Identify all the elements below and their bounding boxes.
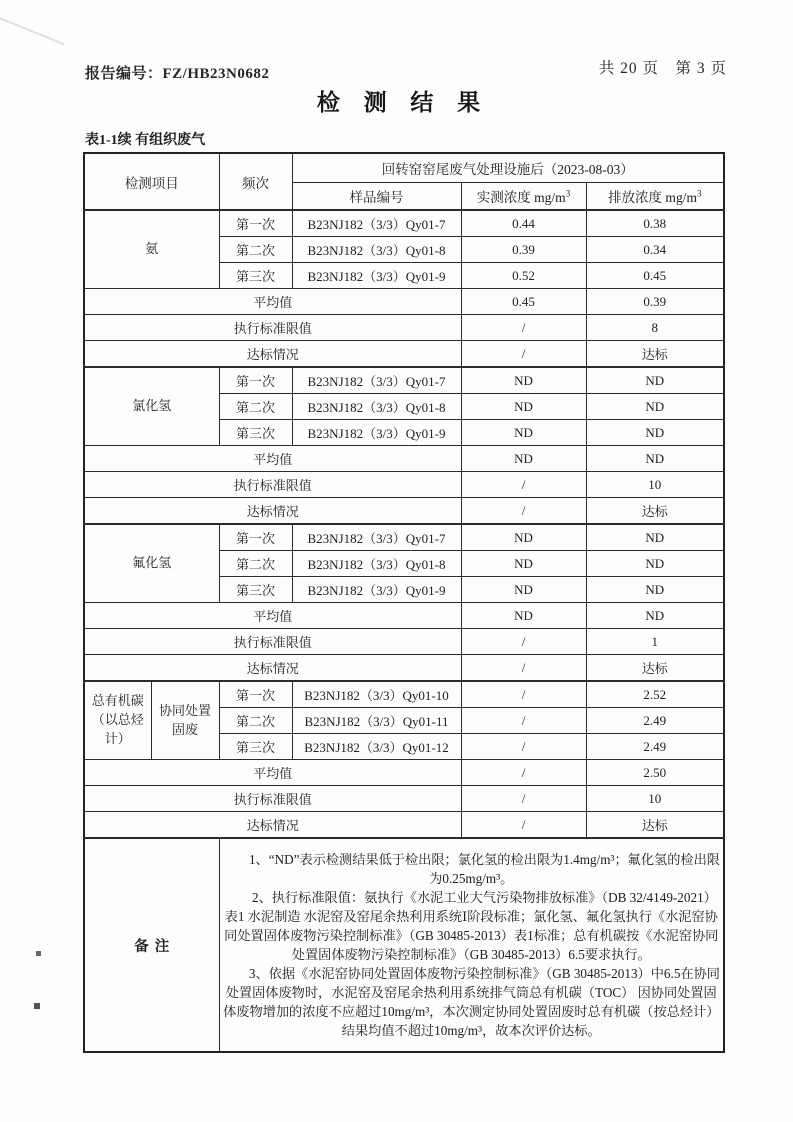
- cell-sample-id: B23NJ182（3/3）Qy01-8: [292, 394, 461, 420]
- page-indicator: 共 20 页 第 3 页: [598, 60, 727, 77]
- remarks-paragraph: 2、执行标准限值：氨执行《水泥工业大气污染物排放标准》（DB 32/4149-2021）表1 水泥制造 水泥窑及窑尾余热利用系统Ⅰ阶段标准；氯化氢、氟化氢执行《水泥窑协同处置固体废物污染控制标准》（GB 30485-2013）表1标准；总有机碳按《水泥窑协同处置固体废物污染控制标准》（GB 30485-2013）6.5要求执行。: [224, 890, 719, 962]
- cell-emission: ND: [586, 394, 724, 420]
- cell-frequency: 第三次: [219, 263, 292, 289]
- remarks-label: 备注: [84, 838, 219, 1052]
- cell-emission: 10: [586, 786, 724, 812]
- page-header: [85, 56, 727, 83]
- cell-emission: 2.52: [586, 681, 724, 708]
- summary-label: 执行标准限值: [84, 786, 461, 812]
- cell-frequency: 第一次: [219, 210, 292, 237]
- cell-emission: ND: [586, 420, 724, 446]
- cell-measured: /: [461, 341, 586, 368]
- results-table: [83, 152, 725, 1053]
- table-header-row: [84, 153, 724, 183]
- cell-subitem-name: 协同处置固废: [151, 681, 219, 760]
- cell-measured: /: [461, 812, 586, 839]
- cell-measured: /: [461, 498, 586, 525]
- cell-emission: 达标: [586, 341, 724, 368]
- cell-emission: ND: [586, 446, 724, 472]
- cell-emission: ND: [586, 524, 724, 551]
- cell-measured: ND: [461, 420, 586, 446]
- cell-emission: 8: [586, 315, 724, 341]
- cell-measured: 0.44: [461, 210, 586, 237]
- cell-sample-id: B23NJ182（3/3）Qy01-7: [292, 210, 461, 237]
- emission-unit-sup: 3: [696, 188, 702, 199]
- cell-measured: /: [461, 629, 586, 655]
- cell-frequency: 第三次: [219, 577, 292, 603]
- compliance-row: [84, 812, 724, 839]
- limit-row: [84, 472, 724, 498]
- remarks-row: [84, 838, 724, 1052]
- cell-measured: /: [461, 760, 586, 786]
- table-caption: 表1-1续 有组织废气: [85, 133, 206, 148]
- summary-label: 达标情况: [84, 812, 461, 839]
- scan-artifact-dot: [34, 1003, 40, 1009]
- cell-frequency: 第一次: [219, 681, 292, 708]
- summary-label: 平均值: [84, 603, 461, 629]
- summary-label: 执行标准限值: [84, 472, 461, 498]
- cell-emission: 2.49: [586, 734, 724, 760]
- cell-item-name: 氨: [84, 210, 219, 289]
- compliance-row: [84, 498, 724, 525]
- cell-sample-id: B23NJ182（3/3）Qy01-9: [292, 420, 461, 446]
- cell-sample-id: B23NJ182（3/3）Qy01-9: [292, 577, 461, 603]
- summary-label: 达标情况: [84, 655, 461, 682]
- header-item: 检测项目: [84, 153, 219, 210]
- cell-emission: 0.34: [586, 237, 724, 263]
- cell-measured: ND: [461, 446, 586, 472]
- table-row: [84, 210, 724, 237]
- summary-label: 平均值: [84, 289, 461, 315]
- remarks-paragraph: 1、“ND”表示检测结果低于检出限；氯化氢的检出限为1.4mg/m³；氟化氢的检出限为0.25mg/m³。: [248, 852, 720, 886]
- cell-emission: 0.45: [586, 263, 724, 289]
- cell-frequency: 第二次: [219, 551, 292, 577]
- cell-measured: ND: [461, 577, 586, 603]
- cell-frequency: 第二次: [219, 394, 292, 420]
- header-measured-concentration: [461, 183, 586, 211]
- cell-emission: 0.39: [586, 289, 724, 315]
- cell-emission: 达标: [586, 498, 724, 525]
- limit-row: [84, 315, 724, 341]
- cell-measured: ND: [461, 551, 586, 577]
- average-row: [84, 603, 724, 629]
- cell-measured: 0.45: [461, 289, 586, 315]
- report-number: [85, 62, 269, 83]
- cell-emission: 2.49: [586, 708, 724, 734]
- summary-label: 达标情况: [84, 498, 461, 525]
- cell-measured: /: [461, 734, 586, 760]
- measured-unit-text: 实测浓度 mg/m: [476, 190, 566, 205]
- cell-sample-id: B23NJ182（3/3）Qy01-8: [292, 551, 461, 577]
- scan-artifact-line: [0, 14, 64, 45]
- cell-measured: /: [461, 472, 586, 498]
- limit-row: [84, 786, 724, 812]
- table-row: [84, 524, 724, 551]
- cell-emission: 10: [586, 472, 724, 498]
- cell-frequency: 第二次: [219, 237, 292, 263]
- cell-measured: 0.39: [461, 237, 586, 263]
- cell-item-name: 总有机碳（以总烃计）: [84, 681, 151, 760]
- cell-sample-id: B23NJ182（3/3）Qy01-9: [292, 263, 461, 289]
- measured-unit-sup: 3: [565, 188, 571, 199]
- cell-emission: 达标: [586, 655, 724, 682]
- cell-sample-id: B23NJ182（3/3）Qy01-8: [292, 237, 461, 263]
- report-number-value: FZ/HB23N0682: [162, 66, 270, 82]
- cell-measured: 0.52: [461, 263, 586, 289]
- summary-label: 平均值: [84, 760, 461, 786]
- compliance-row: [84, 341, 724, 368]
- cell-sample-id: B23NJ182（3/3）Qy01-7: [292, 524, 461, 551]
- compliance-row: [84, 655, 724, 682]
- cell-measured: ND: [461, 367, 586, 394]
- header-emission-concentration: [586, 183, 724, 211]
- cell-measured: ND: [461, 394, 586, 420]
- average-row: [84, 446, 724, 472]
- remarks-paragraph: 3、依据《水泥窑协同处置固体废物污染控制标准》（GB 30485-2013）中6.5在协同处置固体废物时，水泥窑及窑尾余热利用系统排气筒总有机碳（TOC） 因协同处置固体废物增加的浓度不应超过10mg/m³，本次测定协同处置固废时总有机碳（按总烃计）结果均值不超过10mg/m³，故本次评价达标。: [223, 966, 720, 1038]
- average-row: [84, 289, 724, 315]
- summary-label: 执行标准限值: [84, 315, 461, 341]
- cell-measured: /: [461, 655, 586, 682]
- table-row: [84, 367, 724, 394]
- header-facility-group: 回转窑窑尾废气处理设施后（2023-08-03）: [292, 153, 724, 183]
- cell-measured: ND: [461, 603, 586, 629]
- summary-label: 执行标准限值: [84, 629, 461, 655]
- cell-measured: /: [461, 681, 586, 708]
- cell-emission: ND: [586, 367, 724, 394]
- report-number-label: 报告编号：: [85, 66, 163, 82]
- cell-item-name: 氟化氢: [84, 524, 219, 603]
- page-title: 检 测 结 果: [316, 90, 490, 115]
- scan-artifact-dot: [36, 951, 41, 956]
- cell-emission: 1: [586, 629, 724, 655]
- cell-frequency: 第三次: [219, 420, 292, 446]
- cell-frequency: 第一次: [219, 524, 292, 551]
- limit-row: [84, 629, 724, 655]
- cell-frequency: 第三次: [219, 734, 292, 760]
- summary-label: 达标情况: [84, 341, 461, 368]
- header-frequency: 频次: [219, 153, 292, 210]
- cell-measured: /: [461, 786, 586, 812]
- remarks-text: [219, 838, 724, 1052]
- table-row: [84, 681, 724, 708]
- cell-sample-id: B23NJ182（3/3）Qy01-11: [292, 708, 461, 734]
- header-sample-id: 样品编号: [292, 183, 461, 211]
- summary-label: 平均值: [84, 446, 461, 472]
- cell-measured: /: [461, 708, 586, 734]
- cell-emission: ND: [586, 603, 724, 629]
- emission-unit-text: 排放浓度 mg/m: [608, 190, 697, 205]
- cell-sample-id: B23NJ182（3/3）Qy01-7: [292, 367, 461, 394]
- cell-emission: 0.38: [586, 210, 724, 237]
- cell-sample-id: B23NJ182（3/3）Qy01-10: [292, 681, 461, 708]
- cell-frequency: 第一次: [219, 367, 292, 394]
- cell-frequency: 第二次: [219, 708, 292, 734]
- cell-emission: ND: [586, 577, 724, 603]
- cell-emission: 达标: [586, 812, 724, 839]
- cell-sample-id: B23NJ182（3/3）Qy01-12: [292, 734, 461, 760]
- cell-measured: /: [461, 315, 586, 341]
- cell-emission: 2.50: [586, 760, 724, 786]
- average-row: [84, 760, 724, 786]
- cell-item-name: 氯化氢: [84, 367, 219, 446]
- cell-emission: ND: [586, 551, 724, 577]
- cell-measured: ND: [461, 524, 586, 551]
